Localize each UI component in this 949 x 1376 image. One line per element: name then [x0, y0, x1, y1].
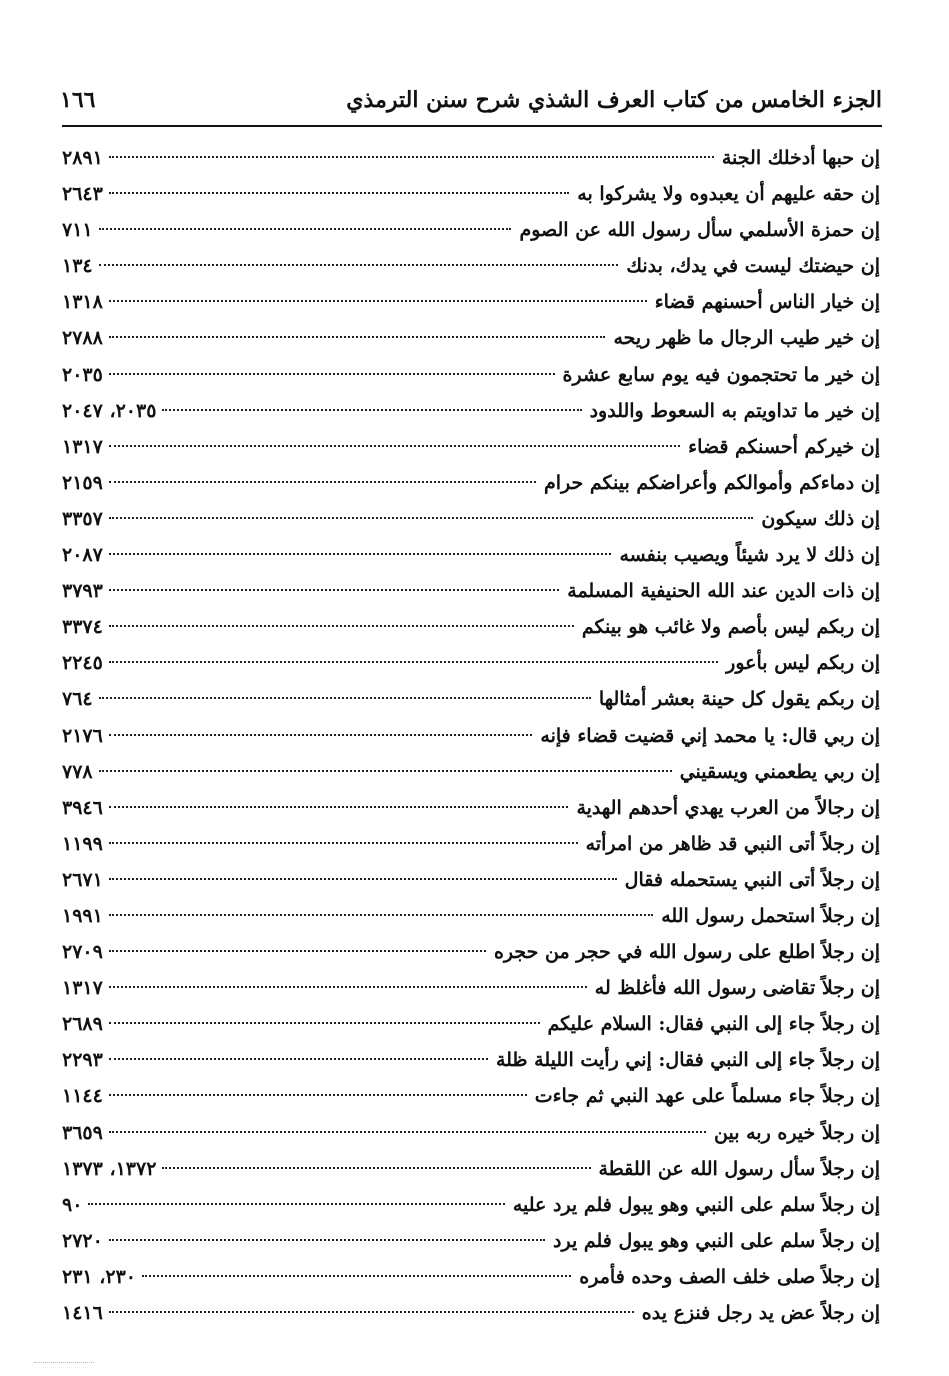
- index-entry: [62, 790, 880, 826]
- entry-text: إن خير ما تحتجمون فيه يوم سابع عشرة: [562, 363, 880, 386]
- entry-reference-number: ١٣٧٢، ١٣٧٣: [62, 1157, 157, 1180]
- entry-text: إن ربي يطعمني ويسقيني: [679, 760, 880, 783]
- entry-text: إن ذلك لا يرد شيئاً ويصيب بنفسه: [619, 544, 880, 567]
- entry-text: إن حبها أدخلك الجنة: [721, 147, 880, 169]
- entry-reference-number: ٢٧٠٩: [62, 941, 103, 964]
- dot-leader: [142, 1275, 571, 1277]
- index-entry: [62, 898, 880, 934]
- entry-text: إن رجلاً صلى خلف الصف وحده فأمره: [579, 1265, 880, 1288]
- entry-text: إن ذلك سيكون: [761, 507, 880, 530]
- entry-reference-number: ٢٠٨٧: [62, 544, 103, 567]
- dot-leader: [109, 156, 714, 158]
- dot-leader: [109, 300, 647, 302]
- dot-leader: [109, 734, 533, 736]
- dot-leader: [109, 553, 612, 555]
- dot-leader: [109, 445, 680, 447]
- entry-text: إن رجلاً سلم على النبي وهو يبول فلم يرد: [553, 1229, 880, 1252]
- dot-leader: [109, 1131, 706, 1133]
- entry-text: إن ربكم ليس بأصم ولا غائب هو بينكم: [581, 616, 880, 639]
- entry-text: إن رجلاً جاء إلى النبي فقال: السلام عليكم: [547, 1013, 880, 1036]
- entry-reference-number: ١٣٤: [62, 255, 93, 278]
- index-entry: [62, 284, 880, 320]
- entry-text: إن رجلاً جاء مسلماً على عهد النبي ثم جاءت: [534, 1085, 880, 1108]
- index-entry: [62, 718, 880, 754]
- entry-reference-number: ٢٦٤٣: [62, 183, 103, 206]
- dot-leader: [109, 878, 617, 880]
- entry-reference-number: ٣٧٩٣: [62, 580, 103, 603]
- index-entry: [62, 248, 880, 284]
- entry-reference-number: ٢٦٨٩: [62, 1013, 103, 1036]
- running-title: الجزء الخامس من كتاب العرف الشذي شرح سنن الترمذي: [346, 87, 882, 113]
- index-entry: [62, 140, 880, 176]
- dot-leader: [99, 264, 619, 266]
- index-entry: [62, 970, 880, 1006]
- index-entry: [62, 1042, 880, 1078]
- index-entry: [62, 320, 880, 356]
- entry-text: إن رجلاً أتى النبي قد ظاهر من امرأته: [585, 832, 880, 855]
- dot-leader: [109, 1239, 545, 1241]
- entry-reference-number: ٢٦٧١: [62, 868, 103, 891]
- entry-text: إن رجلاً تقاضى رسول الله فأغلظ له: [594, 977, 880, 1000]
- index-entry: [62, 1223, 880, 1259]
- entry-text: إن ربكم ليس بأعور: [726, 652, 880, 675]
- index-entry: [62, 465, 880, 501]
- entry-reference-number: ٢٠٣٥: [62, 363, 103, 386]
- scan-smudge: [34, 1362, 94, 1363]
- dot-leader: [162, 409, 581, 411]
- dot-leader: [109, 1058, 488, 1060]
- entry-text: إن رجلاً سأل رسول الله عن اللقطة: [598, 1157, 880, 1180]
- entry-text: إن رجلاً سلم على النبي وهو يبول فلم يرد عليه: [512, 1193, 880, 1216]
- entry-reference-number: ٧٧٨: [62, 760, 93, 783]
- dot-leader: [109, 192, 569, 194]
- index-entry: [62, 1115, 880, 1151]
- dot-leader: [109, 481, 536, 483]
- entry-reference-number: ٢٧٨٨: [62, 327, 103, 350]
- index-entry: [62, 393, 880, 429]
- dot-leader: [109, 806, 569, 808]
- entry-text: إن خيركم أحسنكم قضاء: [688, 435, 880, 458]
- dot-leader: [109, 517, 754, 519]
- entry-reference-number: ٢٧٢٠: [62, 1229, 103, 1252]
- index-entry: [62, 1295, 880, 1331]
- entry-text: إن خير ما تداويتم به السعوط واللدود: [589, 399, 880, 422]
- index-entry: [62, 429, 880, 465]
- entry-text: إن حقه عليهم أن يعبدوه ولا يشركوا به: [577, 183, 880, 206]
- index-entry: [62, 573, 880, 609]
- entry-text: إن ذات الدين عند الله الحنيفية المسلمة: [567, 580, 880, 603]
- entry-text: إن رجلاً عض يد رجل فنزع يده: [641, 1302, 880, 1324]
- entry-text: إن ربي قال: يا محمد إني قضيت قضاء فإنه: [540, 724, 880, 747]
- index-entry: [62, 645, 880, 681]
- index-entry: [62, 609, 880, 645]
- entry-text: إن رجلاً اطلع على رسول الله في حجر من حجره: [493, 941, 880, 964]
- index-entry: [62, 1259, 880, 1295]
- index-entry: [62, 862, 880, 898]
- entry-text: إن حيضتك ليست في يدك، بدنك: [626, 255, 880, 278]
- entry-reference-number: ٢٢٤٥: [62, 652, 103, 675]
- dot-leader: [109, 661, 718, 663]
- dot-leader: [109, 1094, 527, 1096]
- entry-reference-number: ١٣١٧: [62, 435, 103, 458]
- dot-leader: [109, 373, 555, 375]
- entry-text: إن خيار الناس أحسنهم قضاء: [654, 291, 880, 314]
- entry-text: إن رجلاً أتى النبي يستحمله فقال: [624, 868, 880, 891]
- index-entry: [62, 1078, 880, 1114]
- entry-reference-number: ١٤١٦: [62, 1302, 103, 1324]
- index-entry: [62, 681, 880, 717]
- index-entry: [62, 176, 880, 212]
- entry-reference-number: ٣٣٧٤: [62, 616, 103, 639]
- dot-leader: [99, 228, 512, 230]
- index-entry: [62, 826, 880, 862]
- dot-leader: [109, 625, 574, 627]
- dot-leader: [109, 950, 486, 952]
- entry-reference-number: ٣٦٥٩: [62, 1121, 103, 1144]
- dot-leader: [109, 336, 606, 338]
- entry-reference-number: ٢٠٣٥، ٢٠٤٧: [62, 399, 157, 422]
- entry-text: إن دماءكم وأموالكم وأعراضكم بينكم حرام: [544, 471, 880, 494]
- entry-reference-number: ٢٢٩٣: [62, 1049, 103, 1072]
- index-entry: [62, 934, 880, 970]
- entry-text: إن حمزة الأسلمي سأل رسول الله عن الصوم: [519, 219, 880, 242]
- index-entry-list: [62, 140, 880, 1331]
- index-entry: [62, 501, 880, 537]
- dot-leader: [99, 770, 672, 772]
- entry-reference-number: ٣٣٥٧: [62, 507, 103, 530]
- dot-leader: [162, 1167, 590, 1169]
- dot-leader: [99, 697, 591, 699]
- index-entry: [62, 1151, 880, 1187]
- entry-text: إن رجلاً جاء إلى النبي فقال: إني رأيت الليلة ظلة: [495, 1049, 880, 1072]
- dot-leader: [109, 914, 653, 916]
- dot-leader: [109, 842, 578, 844]
- entry-text: إن رجالاً من العرب يهدي أحدهم الهدية: [576, 796, 880, 819]
- entry-reference-number: ١١٩٩: [62, 832, 103, 855]
- index-entry: [62, 357, 880, 393]
- entry-reference-number: ٧١١: [62, 219, 93, 242]
- entry-reference-number: ٢٣٠، ٢٣١: [62, 1265, 136, 1288]
- entry-text: إن ربكم يقول كل حينة بعشر أمثالها: [598, 688, 880, 711]
- entry-text: إن رجلاً خيره ربه بين: [714, 1121, 880, 1144]
- entry-reference-number: ٢١٧٦: [62, 724, 103, 747]
- page-number: ١٦٦: [60, 87, 96, 113]
- entry-text: إن رجلاً استحمل رسول الله: [661, 904, 880, 927]
- entry-reference-number: ٢٨٩١: [62, 147, 103, 169]
- entry-text: إن خير طيب الرجال ما ظهر ريحه: [613, 327, 880, 350]
- index-entry: [62, 1006, 880, 1042]
- entry-reference-number: ٢١٥٩: [62, 471, 103, 494]
- dot-leader: [109, 589, 559, 591]
- index-entry: [62, 537, 880, 573]
- dot-leader: [109, 1022, 540, 1024]
- entry-reference-number: ١١٤٤: [62, 1085, 103, 1108]
- entry-reference-number: ٩٠: [62, 1193, 83, 1216]
- dot-leader: [88, 1203, 504, 1205]
- dot-leader: [109, 986, 587, 988]
- entry-reference-number: ٣٩٤٦: [62, 796, 103, 819]
- index-entry: [62, 754, 880, 790]
- header-rule: [62, 125, 882, 127]
- entry-reference-number: ١٣١٧: [62, 977, 103, 1000]
- entry-reference-number: ٧٦٤: [62, 688, 93, 711]
- page-header: [60, 80, 882, 120]
- entry-reference-number: ١٣١٨: [62, 291, 103, 314]
- index-entry: [62, 1187, 880, 1223]
- dot-leader: [109, 1311, 634, 1313]
- index-entry: [62, 212, 880, 248]
- entry-reference-number: ١٩٩١: [62, 904, 103, 927]
